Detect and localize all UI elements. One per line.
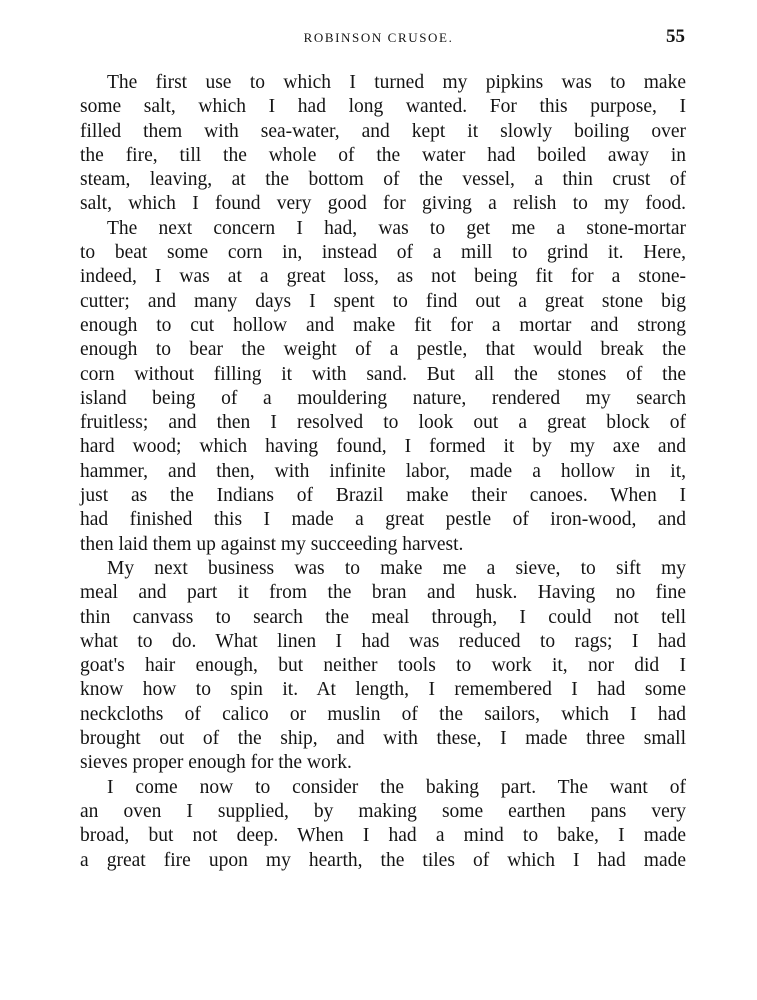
paragraph-3 [80,557,686,776]
text-line: island being of a mouldering nature, rendered my search [80,387,686,409]
text-line: hard wood; which having found, I formed it by my axe and [80,436,686,458]
text-line: enough to cut hollow and make fit for a mortar and strong [80,314,686,336]
text-line: I come now to consider the baking part. The want of [107,776,686,798]
text-line: what to do. What linen I had was reduced to rags; I had [80,630,686,652]
text-line: filled them with sea-water, and kept it slowly boiling over [80,120,686,142]
text-line: know how to spin it. At length, I remembered I had some [80,679,686,701]
text-line: The next concern I had, was to get me a stone-mortar [107,217,686,239]
text-line: some salt, which I had long wanted. For this purpose, I [80,96,686,118]
text-line: fruitless; and then I resolved to look out a great block of [80,412,686,434]
text-line: then laid them up against my succeeding harvest. [80,533,464,555]
text-line: just as the Indians of Brazil make their canoes. When I [80,485,686,507]
paragraph-2 [80,217,686,557]
text-line: brought out of the ship, and with these, I made three small [80,728,686,750]
text-line: thin canvass to search the meal through, I could not tell [80,606,686,628]
text-line: steam, leaving, at the bottom of the vessel, a thin crust of [80,169,686,191]
text-line: broad, but not deep. When I had a mind to bake, I made [80,825,686,847]
running-title: ROBINSON CRUSOE. [303,30,454,45]
text-line: hammer, and then, with infinite labor, made a hollow in it, [80,460,686,482]
text-line: goat's hair enough, but neither tools to work it, nor did I [80,655,686,677]
body-text [80,71,686,873]
text-line: a great fire upon my hearth, the tiles of which I had made [80,849,686,871]
text-line: the fire, till the whole of the water had boiled away in [80,144,686,166]
paragraph-1 [80,71,686,217]
text-line: enough to bear the weight of a pestle, that would break the [80,339,686,361]
text-line: meal and part it from the bran and husk. Having no fine [80,582,686,604]
text-line: an oven I supplied, by making some earthen pans very [80,800,686,822]
text-line: indeed, I was at a great loss, as not being fit for a stone- [80,266,686,288]
text-line: had finished this I made a great pestle of iron-wood, and [80,509,686,531]
text-line: neckcloths of calico or muslin of the sailors, which I had [80,703,686,725]
text-line: to beat some corn in, instead of a mill to grind it. Here, [80,242,686,264]
text-line: My next business was to make me a sieve, to sift my [107,557,686,579]
text-line: salt, which I found very good for giving a relish to my food. [80,193,686,215]
text-line: cutter; and many days I spent to find out a great stone big [80,290,686,312]
running-header [0,26,757,50]
paragraph-4 [80,776,686,873]
page-number: 55 [666,26,685,47]
text-line: sieves proper enough for the work. [80,752,352,774]
text-line: corn without filling it with sand. But all the stones of the [80,363,686,385]
text-line: The first use to which I turned my pipkins was to make [107,72,686,93]
